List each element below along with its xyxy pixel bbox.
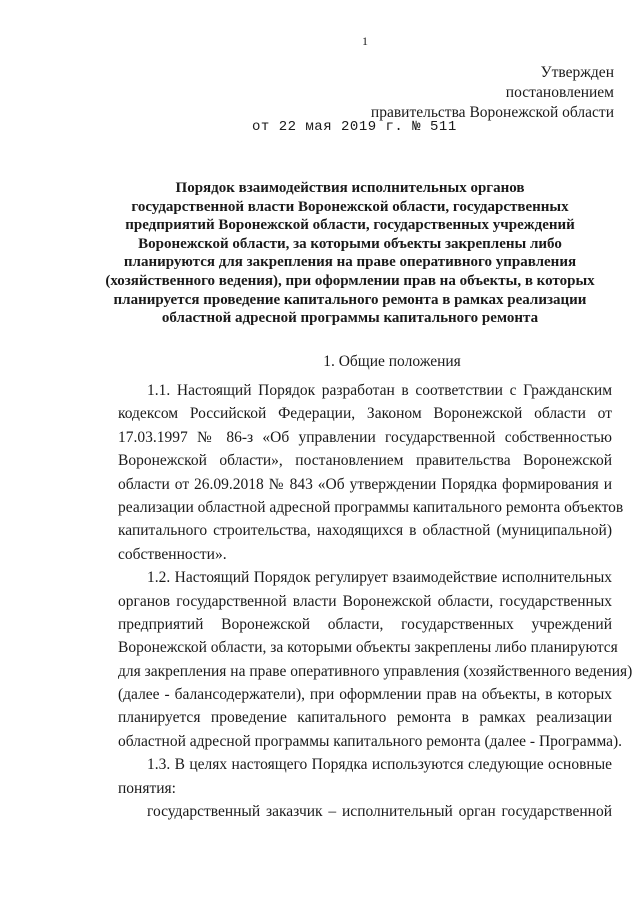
body-line: собственности». [118, 545, 227, 563]
approval-block [371, 63, 614, 123]
body-line: капитального строительства, находящихся в областной (муниципальной) [118, 522, 612, 540]
title-line: Воронежской области, за которыми объекты закреплены либо [138, 235, 562, 252]
approval-line: правительства Воронежской области [370, 104, 614, 121]
title-line: Порядок взаимодействия исполнительных органов [175, 180, 525, 196]
body-line: предприятий Воронежской области, государственных учреждений [118, 615, 612, 633]
body-line: 1.3. В целях настоящего Порядка используются следующие основные [147, 756, 612, 774]
title-line: областной адресной программы капитального ремонта [161, 310, 539, 327]
body-line: для закрепления на праве оперативного управления (хозяйственного ведения) [118, 662, 633, 680]
body-line: (далее - балансодержатели), при оформлении прав на объекты, в которых [118, 686, 612, 704]
body-line: реализации областной адресной программы капитального ремонта объектов [118, 498, 624, 516]
document-title [90, 179, 610, 328]
approval-line: постановлением [505, 84, 614, 101]
approval-line: Утвержден [540, 64, 614, 81]
title-line: (хозяйственного ведения), при оформлении прав на объекты, в которых [105, 272, 595, 289]
title-line: планируются для закрепления на праве оперативного управления [123, 254, 577, 271]
title-line: планируется проведение капитального ремонта в рамках реализации [113, 291, 587, 308]
body-line: органов государственной власти Воронежской области, государственных [118, 592, 612, 610]
body-line: кодексом Российской Федерации, Законом Воронежской области от [118, 405, 612, 423]
body-text [118, 379, 633, 823]
body-line: государственный заказчик – исполнительный орган государственной [147, 803, 612, 821]
body-line: 17.03.1997 № 86-з «Об управлении государственной собственностью [118, 428, 612, 446]
body-line: областной адресной программы капитального ремонта (далее - Программа). [118, 732, 623, 750]
body-line: Воронежской области», постановлением правительства Воронежской [118, 452, 612, 470]
title-line: государственной власти Воронежской области, государственных [131, 198, 569, 215]
page-number: 1 [362, 34, 368, 48]
body-line: области от 26.09.2018 № 843 «Об утверждении Порядка формирования и [118, 475, 612, 493]
body-line: 1.1. Настоящий Порядок разработан в соответствии с Гражданским [147, 382, 612, 399]
body-line: планируется проведение капитального ремонта в рамках реализации [118, 709, 612, 727]
body-line: Воронежской области, за которыми объекты закреплены либо планируются [118, 639, 618, 657]
body-line: понятия: [118, 779, 176, 797]
approval-date-stamp: от 22 мая 2019 г. № 511 [252, 119, 457, 135]
title-line: предприятий Воронежской области, государственных учреждений [125, 217, 575, 234]
body-line: 1.2. Настоящий Порядок регулирует взаимодействие исполнительных [147, 569, 612, 587]
section-heading: 1. Общие положения [323, 353, 461, 370]
